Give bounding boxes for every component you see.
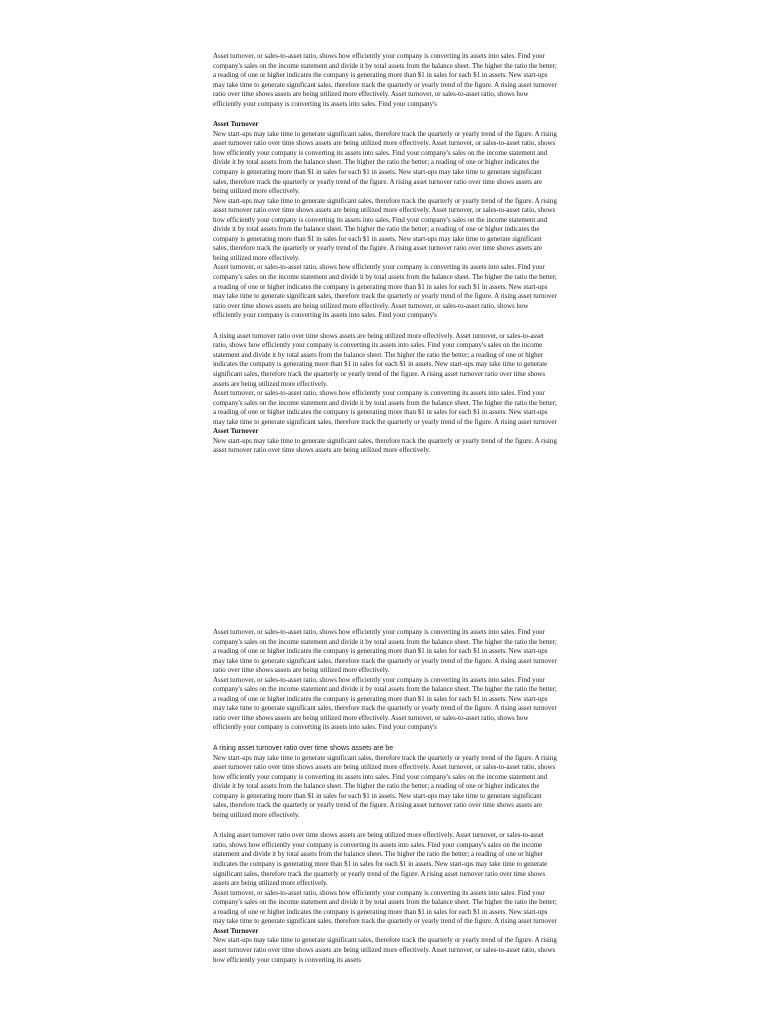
paragraph: New start-ups may take time to generate significant sales, therefore track the quarterly or yearly trend of the figure. A rising asset turnover ratio over time shows assets are being utilized more effectively. Asset turnover, or sales-to-asset ratio, shows how efficiently your company is converting its assets into sales. Find your company's sales on the income statement and divide it by total assets from the balance sheet. The higher the ratio the better; a reading of one or higher indicates the company is generating more than $1 in sales for each $1 in assets. New start-ups may take time to generate significant sales, therefore track the quarterly or yearly trend of the figure. A rising asset turnover ratio over time shows assets are being utilized more effectively. — [213, 196, 557, 262]
paragraph: New start-ups may take time to generate significant sales, therefore track the quarterly or yearly trend of the figure. A rising asset turnover ratio over time shows assets are being utilized more effectively. — [213, 436, 557, 455]
paragraph: Asset turnover, or sales-to-asset ratio, shows how efficiently your company is converting its assets into sales. Find your company's sales on the income statement and divide it by total assets from the balance sheet. The higher the ratio the better; a reading of one or higher indicates the company is generating more than $1 in sales for each $1 in assets. New start-ups may take time to generate significant sales, therefore track the quarterly or yearly trend of the figure. A rising asset turnover ratio over time shows assets are being utilized more effectively. Asset turnover, or sales-to-asset ratio, shows how efficiently your company is converting its assets into sales. Find your company's — [213, 675, 557, 732]
paragraph: Asset turnover, or sales-to-asset ratio, shows how efficiently your company is converting its assets into sales. Find your company's sales on the income statement and divide it by total assets from the balance sheet. The higher the ratio the better; a reading of one or higher indicates the company is generating more than $1 in sales for each $1 in assets. New start-ups may take time to generate significant sales, therefore track the quarterly or yearly trend of the figure. A rising asset turnover ratio over time shows assets are being utilized more effectively. Asset turnover, or sales-to-asset ratio, shows how efficiently your company is converting its assets into sales. Find your company's — [213, 263, 557, 320]
section-heading: Asset Turnover — [213, 926, 259, 935]
paragraph: Asset turnover, or sales-to-asset ratio, shows how efficiently your company is converting its assets into sales. Find your company's sales on the income statement and divide it by total assets from the balance sheet. The higher the ratio the better; a reading of one or higher indicates the company is generating more than $1 in sales for each $1 in assets. New start-ups may take time to generate significant sales, therefore track the quarterly or yearly trend of the figure. A rising asset turnover ratio over time shows assets are being utilized more effectively. — [213, 628, 557, 675]
section-heading: A rising asset turnover ratio over time shows assets are be — [213, 745, 394, 753]
text-column — [213, 52, 558, 456]
paragraph: A rising asset turnover ratio over time shows assets are being utilized more effectively. Asset turnover, or sales-to-asset ratio, shows how efficiently your company is converting its assets into sales. Find your company's sales on the income statement and divide it by total assets from the balance sheet. The higher the ratio the better; a reading of one or higher indicates the company is generating more than $1 in sales for each $1 in assets. New start-ups may take time to generate significant sales, therefore track the quarterly or yearly trend of the figure. A rising asset turnover ratio over time shows assets are being utilized more effectively. — [213, 331, 548, 388]
section-heading: Asset Turnover — [213, 427, 259, 436]
paragraph: Asset turnover, or sales-to-asset ratio, shows how efficiently your company is converting its assets into sales. Find your company's sales on the income statement and divide it by total assets from the balance sheet. The higher the ratio the better; a reading of one or higher indicates the company is generating more than $1 in sales for each $1 in assets. New start-ups may take time to generate significant sales, therefore track the quarterly or yearly trend of the figure. A rising asset turnover — [213, 389, 557, 426]
paragraph: A rising asset turnover ratio over time shows assets are being utilized more effectively. Asset turnover, or sales-to-asset ratio, shows how efficiently your company is converting its assets into sales. Find your company's sales on the income statement and divide it by total assets from the balance sheet. The higher the ratio the better; a reading of one or higher indicates the company is generating more than $1 in sales for each $1 in assets. New start-ups may take time to generate significant sales, therefore track the quarterly or yearly trend of the figure. A rising asset turnover ratio over time shows assets are being utilized more effectively. — [213, 831, 548, 888]
paragraph: New start-ups may take time to generate significant sales, therefore track the quarterly or yearly trend of the figure. A rising asset turnover ratio over time shows assets are being utilized more effectively. Asset turnover, or sales-to-asset ratio, shows how efficiently your company is converting its assets into sales. Find your company's sales on the income statement and divide it by total assets from the balance sheet. The higher the ratio the better; a reading of one or higher indicates the company is generating more than $1 in sales for each $1 in assets. New start-ups may take time to generate significant sales, therefore track the quarterly or yearly trend of the figure. A rising asset turnover ratio over time shows assets are being utilized more effectively. — [213, 129, 557, 196]
paragraph: New start-ups may take time to generate significant sales, therefore track the quarterly or yearly trend of the figure. A rising asset turnover ratio over time shows assets are being utilized more effectively. Asset turnover, or sales-to-asset ratio, shows how efficiently your company is converting its assets — [213, 936, 557, 964]
section-heading: Asset Turnover — [213, 120, 259, 129]
text-column — [213, 628, 558, 965]
paragraph: Asset turnover, or sales-to-asset ratio, shows how efficiently your company is converting its assets into sales. Find your company's sales on the income statement and divide it by total assets from the balance sheet. The higher the ratio the better; a reading of one or higher indicates the company is generating more than $1 in sales for each $1 in assets. New start-ups may take time to generate significant sales, therefore track the quarterly or yearly trend of the figure. A rising asset turnover ratio over time shows assets are being utilized more effectively. Asset turnover, or sales-to-asset ratio, shows how efficiently your company is converting its assets into sales. Find your company's — [213, 52, 557, 108]
paragraph: Asset turnover, or sales-to-asset ratio, shows how efficiently your company is converting its assets into sales. Find your company's sales on the income statement and divide it by total assets from the balance sheet. The higher the ratio the better; a reading of one or higher indicates the company is generating more than $1 in sales for each $1 in assets. New start-ups may take time to generate significant sales, therefore track the quarterly or yearly trend of the figure. A rising asset turnover — [213, 888, 557, 926]
document-page-bottom — [0, 590, 768, 1024]
paragraph: New start-ups may take time to generate significant sales, therefore track the quarterly or yearly trend of the figure. A rising asset turnover ratio over time shows assets are being utilized more effectively. Asset turnover, or sales-to-asset ratio, shows how efficiently your company is converting its assets into sales. Find your company's sales on the income statement and divide it by total assets from the balance sheet. The higher the ratio the better; a reading of one or higher indicates the company is generating more than $1 in sales for each $1 in assets. New start-ups may take time to generate significant sales, therefore track the quarterly or yearly trend of the figure. A rising asset turnover ratio over time shows assets are being utilized more effectively. — [213, 753, 557, 819]
